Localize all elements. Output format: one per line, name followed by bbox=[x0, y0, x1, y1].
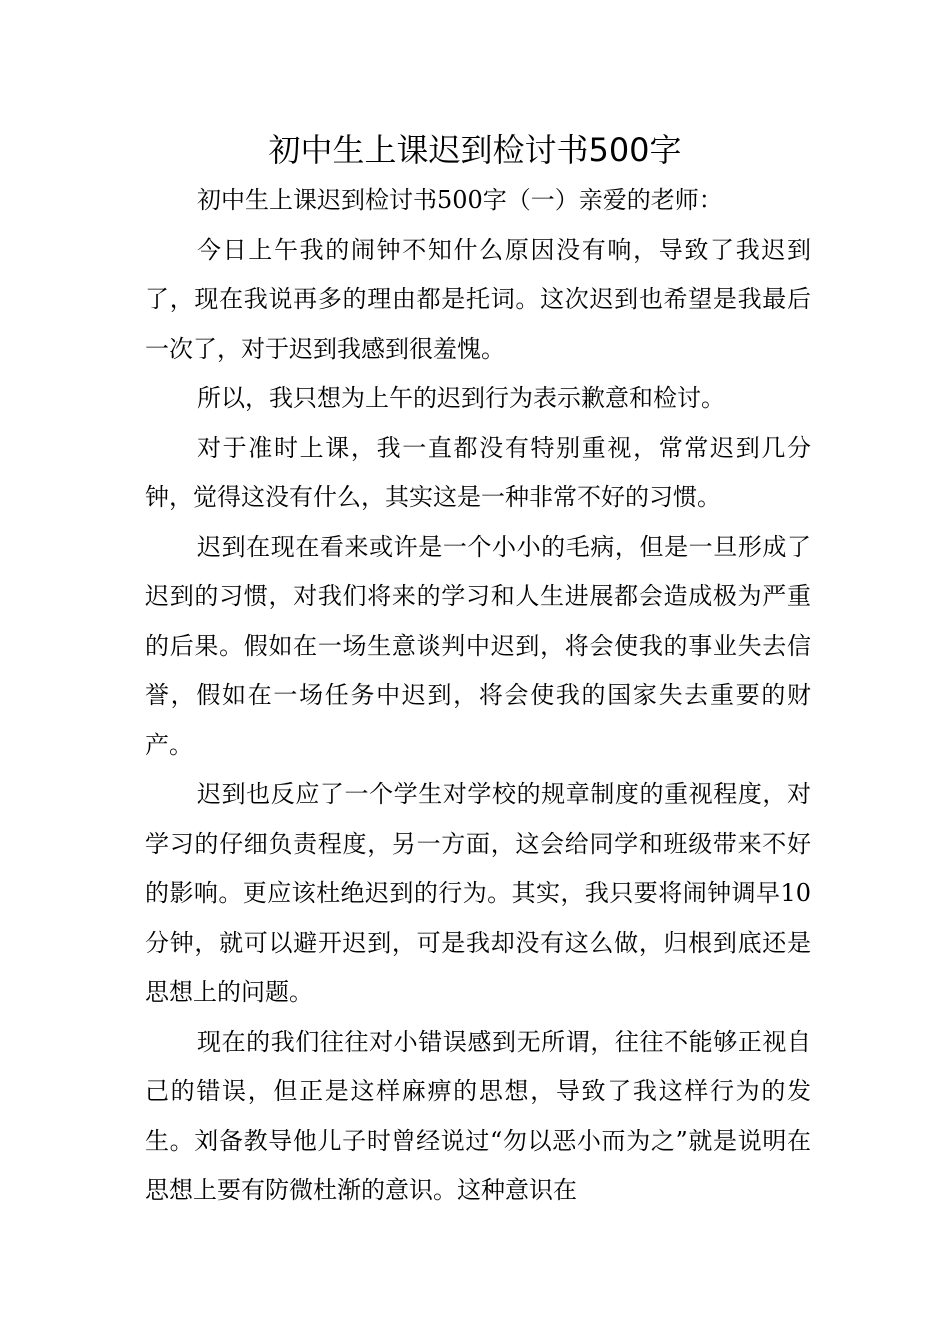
paragraph-salutation: 初中生上课迟到检讨书500字（一）亲爱的老师： bbox=[197, 186, 723, 214]
paragraph: 对于准时上课，我一直都没有特别重视，常常迟到几分钟，觉得这没有什么，其实这是一种非常不好的习惯。 bbox=[145, 433, 811, 511]
paragraph: 今日上午我的闹钟不知什么原因没有响，导致了我迟到了，现在我说再多的理由都是托词。这次迟到也希望是我最后一次了，对于迟到我感到很羞愧。 bbox=[145, 235, 811, 363]
document-body bbox=[145, 176, 811, 1216]
paragraph: 现在的我们往往对小错误感到无所谓，往往不能够正视自己的错误，但正是这样麻痹的思想，导致了我这样行为的发生。刘备教导他儿子时曾经说过“勿以恶小而为之”就是说明在思想上要有防微杜渐的意识。这种意识在 bbox=[145, 1027, 811, 1204]
paragraph: 迟到在现在看来或许是一个小小的毛病，但是一旦形成了迟到的习惯，对我们将来的学习和人生进展都会造成极为严重的后果。假如在一场生意谈判中迟到，将会使我的事业失去信誉，假如在一场任务中迟到，将会使我的国家失去重要的财产。 bbox=[145, 532, 811, 759]
document-title: 初中生上课迟到检讨书500字 bbox=[268, 131, 682, 169]
paragraph: 迟到也反应了一个学生对学校的规章制度的重视程度，对学习的仔细负责程度，另一方面，这会给同学和班级带来不好的影响。更应该杜绝迟到的行为。其实，我只要将闹钟调早10分钟，就可以避开迟到，可是我却没有这么做，归根到底还是思想上的问题。 bbox=[145, 780, 811, 1006]
paragraph: 所以，我只想为上午的迟到行为表示歉意和检讨。 bbox=[197, 384, 725, 412]
